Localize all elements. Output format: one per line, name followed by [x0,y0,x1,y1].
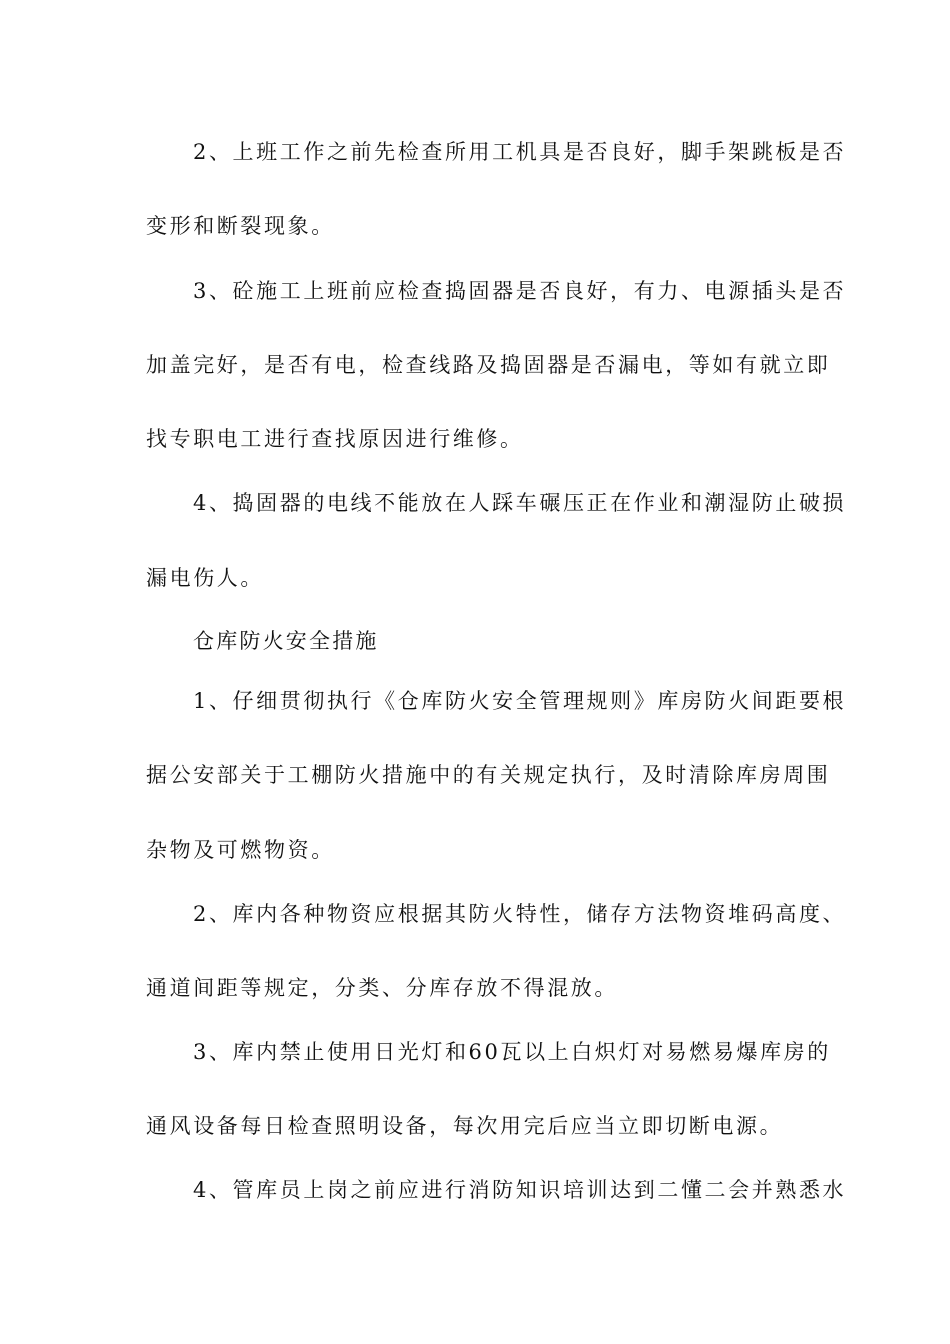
paragraph-line: 3、砼施工上班前应检查捣固器是否良好，有力、电源插头是否 [193,279,847,303]
paragraph-line: 3、库内禁止使用日光灯和60瓦以上白炽灯对易燃易爆库房的 [193,1040,831,1064]
section-heading: 仓库防火安全措施 [193,629,379,653]
paragraph-line: 4、捣固器的电线不能放在人踩车碾压正在作业和潮湿防止破损 [193,491,847,515]
paragraph-line: 通道间距等规定，分类、分库存放不得混放。 [146,976,618,1000]
paragraph-line: 2、上班工作之前先检查所用工机具是否良好，脚手架跳板是否 [193,140,847,164]
paragraph-line: 杂物及可燃物资。 [146,838,335,862]
paragraph-line: 据公安部关于工棚防火措施中的有关规定执行，及时清除库房周围 [146,763,831,787]
paragraph-line: 2、库内各种物资应根据其防火特性，储存方法物资堆码高度、 [193,902,847,926]
paragraph-line: 找专职电工进行查找原因进行维修。 [146,427,524,451]
paragraph-line: 变形和断裂现象。 [146,214,335,238]
paragraph-line: 通风设备每日检查照明设备，每次用完后应当立即切断电源。 [146,1114,784,1138]
paragraph-line: 1、仔细贯彻执行《仓库防火安全管理规则》库房防火间距要根 [193,689,847,713]
paragraph-line: 4、管库员上岗之前应进行消防知识培训达到二懂二会并熟悉水 [193,1178,847,1202]
paragraph-line: 加盖完好，是否有电，检查线路及捣固器是否漏电，等如有就立即 [146,353,831,377]
paragraph-line: 漏电伤人。 [146,566,264,590]
